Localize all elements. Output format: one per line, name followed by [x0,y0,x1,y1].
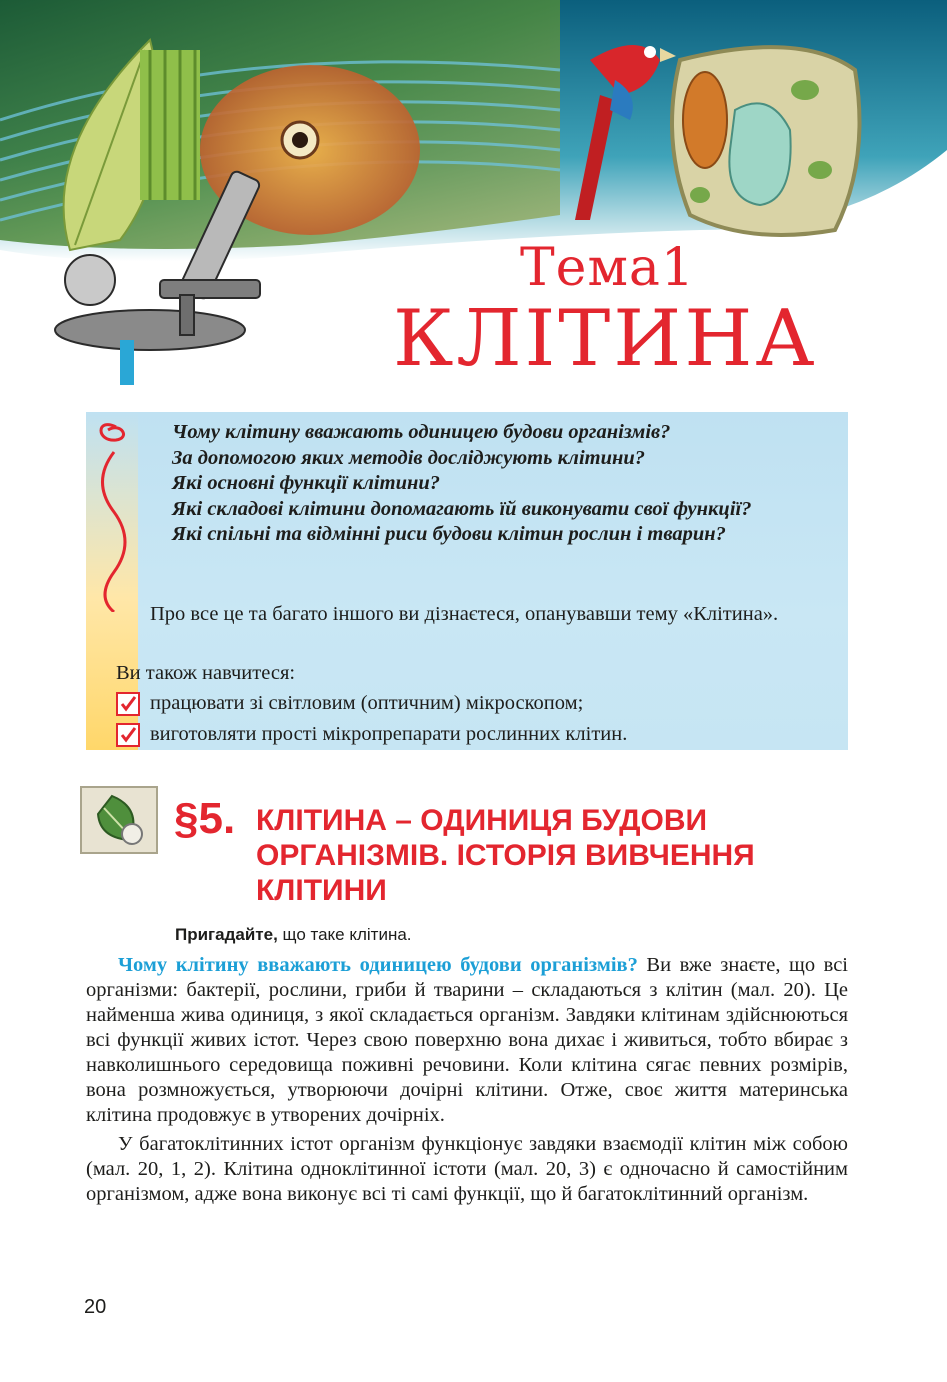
question-item: Які складові клітини допомагають їй виконувати свої функції? [172,497,752,520]
recall-text: що таке клітина. [277,925,412,944]
learn-list [116,688,627,750]
learn-item-text: працювати зі світловим (оптичним) мікроскопом; [150,692,584,714]
page-number: 20 [84,1296,107,1318]
section-body [86,953,848,1211]
topic-title: КЛІТИНА [393,294,818,384]
question-item: Чому клітину вважають одиницею будови організмів? [172,421,671,443]
learn-item [116,688,627,719]
body-paragraph-text: Ви вже знаєте, що всі організми: бактерії, рослини, гриби й тварини – складаються з клітин (мал. 20). Це найменша жива одиниця, з якої складається організм. Завдяки клітинам здійснюються всі функції живих істот. Через свою поверхню вона дихає і живиться, тобто вбирає з навколишнього середовища поживні речовини. Коли клітина сягає певних розмірів, вона розмножується, утворюючи дочірні клітини. Отже, своє життя материнська клітина продовжує в утворених дочірніх. [86,954,848,1126]
topic-intro-text [116,602,824,628]
learn-item [116,719,627,750]
topic-questions-box [86,412,848,750]
section-leaf-cell-icon [80,786,158,854]
section-title: КЛІТИНА – ОДИНИЦЯ БУДОВИ ОРГАНІЗМІВ. ІСТОРІЯ ВИВЧЕННЯ КЛІТИНИ [256,804,755,907]
learn-intro: Ви також навчитеся: [116,662,296,684]
checkmark-icon [116,692,140,716]
question-list [172,420,812,548]
question-item: Які основні функції клітини? [172,472,441,494]
body-paragraph [86,953,848,1128]
topic-banner [0,0,947,400]
lead-question: Чому клітину вважають одиницею будови організмів? [118,954,638,976]
question-item: За допомогою яких методів досліджують клітини? [172,446,646,469]
learn-item-text: виготовляти прості мікропрепарати рослинних клітин. [150,723,628,745]
question-item: Які спільні та відмінні риси будови клітин рослин і тварин? [172,523,726,545]
body-paragraph: У багатоклітинних істот організм функціонує завдяки взаємодії клітин між собою (мал. 20, 1, 2). Клітина одноклітинної істоти (мал. 20, 3) є одночасно й самостійним організмом, адже вона виконує всі ті самі функції, що й багатоклітинний організм. [86,1133,848,1205]
recall-label: Пригадайте, [175,925,278,944]
checkmark-icon [116,723,140,747]
topic-label: Тема1 [520,238,695,298]
plant-cell-illustration [672,47,860,235]
recall-prompt [175,925,412,945]
topic-intro-paragraph: Про все це та багато іншого ви дізнаєтеся, опанувавши тему «Клітина». [150,603,779,625]
wave-decoration-icon [86,412,138,612]
section-number: §5. [174,794,236,843]
